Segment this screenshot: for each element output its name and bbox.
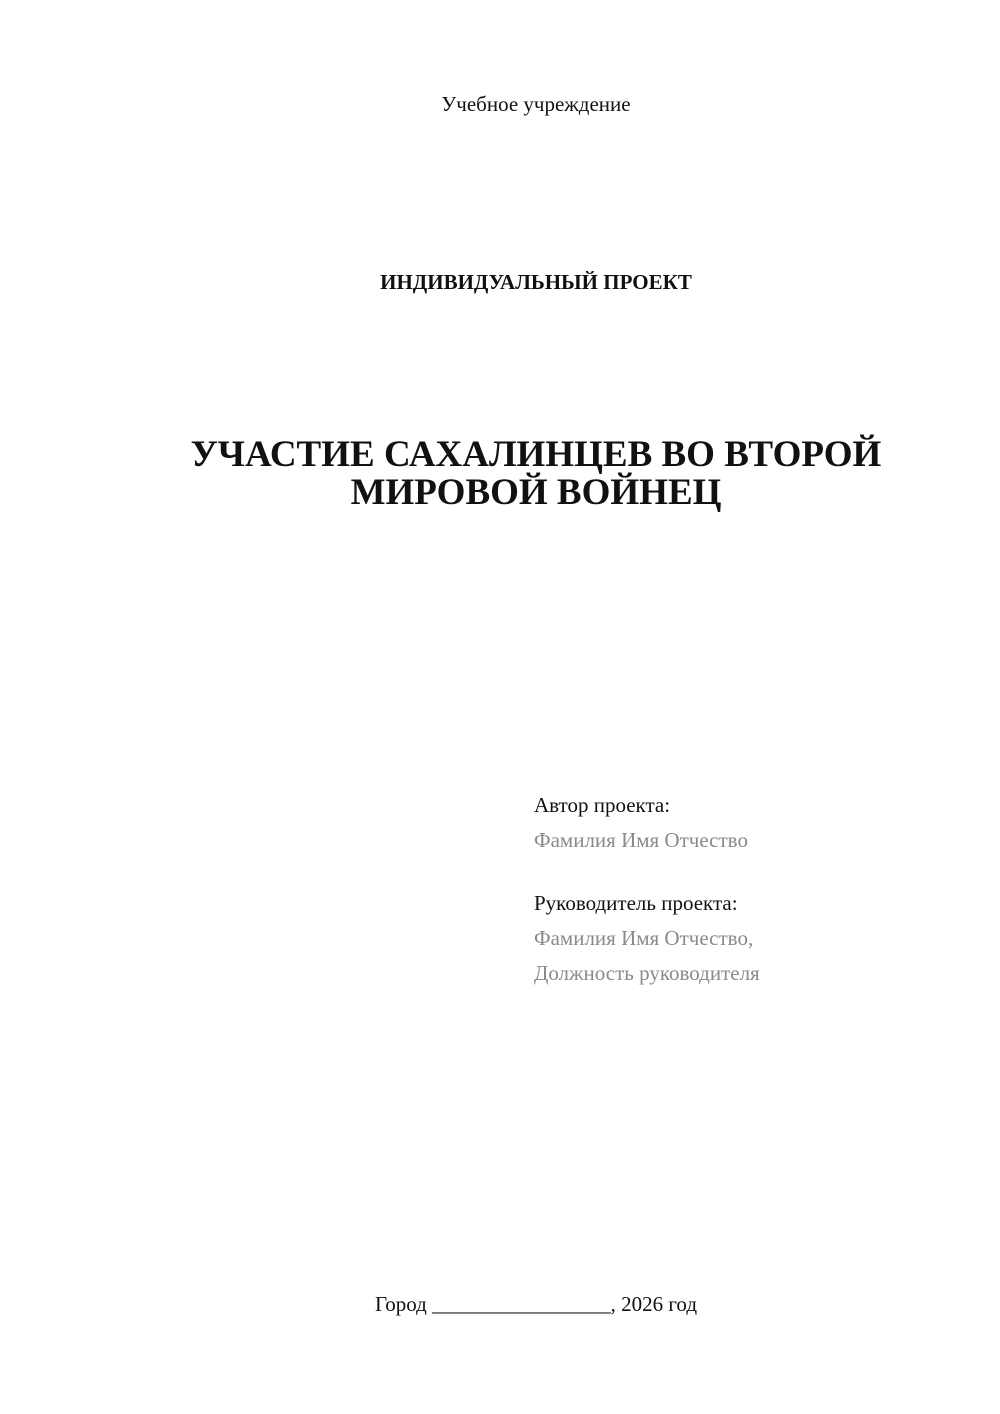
project-title xyxy=(0,436,1000,512)
supervisor-position: Должность руководителя xyxy=(534,961,760,985)
spacer xyxy=(534,858,974,886)
institution-name: Учебное учреждение xyxy=(441,92,631,116)
supervisor-name: Фамилия Имя Отчество, xyxy=(534,926,754,950)
author-label: Автор проекта: xyxy=(534,793,671,817)
credits-block xyxy=(534,788,974,991)
city-year-line: Город _________________, 2026 год xyxy=(374,1292,698,1316)
document-type: ИНДИВИДУАЛЬНЫЙ ПРОЕКТ xyxy=(380,270,692,294)
supervisor-label: Руководитель проекта: xyxy=(534,891,738,915)
project-title-line-2: МИРОВОЙ ВОЙНЕЦ xyxy=(350,472,722,513)
project-title-line-1: УЧАСТИЕ САХАЛИНЦЕВ ВО ВТОРОЙ xyxy=(190,434,882,475)
author-name: Фамилия Имя Отчество xyxy=(534,828,748,852)
